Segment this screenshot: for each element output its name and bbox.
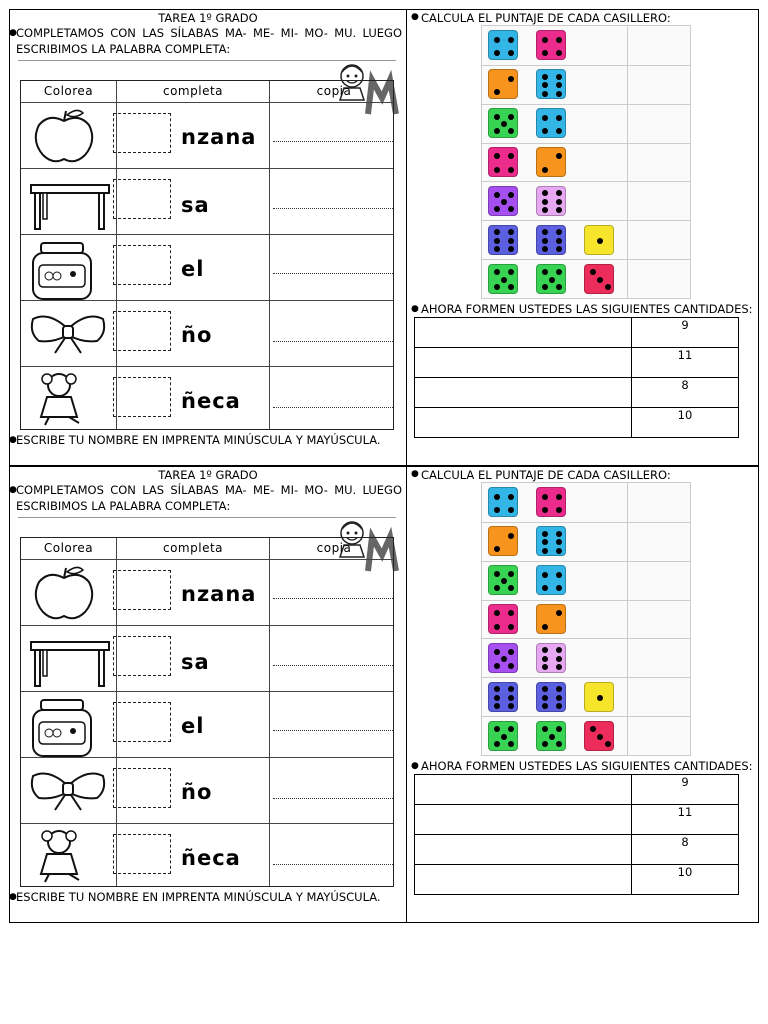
dice-instruction: CALCULA EL PUNTAJE DE CADA CASILLERO:	[421, 11, 671, 25]
die-pip	[542, 167, 548, 173]
die-pip	[501, 199, 507, 205]
syllable-table	[20, 537, 394, 887]
header-copia: copia	[316, 541, 352, 555]
die-pip	[508, 128, 514, 134]
grid-row-line	[482, 522, 690, 523]
target-quantity: 10	[632, 865, 739, 895]
table-row	[415, 865, 739, 895]
table-furniture-icon	[29, 638, 111, 688]
target-quantity: 9	[632, 775, 739, 805]
die-pip	[556, 703, 562, 709]
worksheet-1	[9, 9, 759, 466]
die-pip	[494, 703, 500, 709]
die-2-icon	[536, 604, 566, 634]
copy-line[interactable]	[273, 864, 393, 865]
bullet-icon: ●	[9, 485, 17, 495]
die-pip	[494, 37, 500, 43]
target-quantity: 9	[632, 318, 739, 348]
dice-grid	[481, 482, 691, 756]
die-pip	[556, 128, 562, 134]
die-pip	[542, 128, 548, 134]
syllable-table	[20, 80, 394, 430]
die-pip	[549, 734, 555, 740]
worksheet-title: TAREA 1º GRADO	[158, 11, 258, 25]
instruction-text: COMPLETAMOS CON LAS SÍLABAS MA- ME- MI- MO- MU. LUEGO ESCRIBIMOS LA PALABRA COMPLETA:	[16, 483, 402, 513]
die-pip	[597, 238, 603, 244]
partial-word: el	[181, 714, 205, 738]
die-5-icon	[488, 264, 518, 294]
die-pip	[542, 74, 548, 80]
die-pip	[556, 741, 562, 747]
die-pip	[542, 82, 548, 88]
die-pip	[542, 695, 548, 701]
die-pip	[508, 610, 514, 616]
right-panel	[407, 10, 759, 465]
partial-word: ñeca	[181, 846, 241, 870]
bullet-icon: ●	[411, 304, 419, 314]
die-pip	[590, 269, 596, 275]
die-pip	[542, 190, 548, 196]
die-2-icon	[488, 69, 518, 99]
die-pip	[508, 741, 514, 747]
die-pip	[508, 37, 514, 43]
die-pip	[508, 726, 514, 732]
die-4-icon	[536, 565, 566, 595]
die-pip	[494, 741, 500, 747]
die-pip	[556, 610, 562, 616]
quantities-instruction: AHORA FORMEN USTEDES LAS SIGUIENTES CANTIDADES:	[421, 759, 753, 773]
bullet-icon: ●	[9, 435, 17, 445]
die-pip	[508, 494, 514, 500]
header-colorea: Colorea	[43, 84, 94, 98]
copy-line[interactable]	[273, 407, 393, 408]
bullet-icon: ●	[9, 892, 17, 902]
die-pip	[542, 624, 548, 630]
die-pip	[508, 153, 514, 159]
copy-line[interactable]	[273, 598, 393, 599]
syllable-answer-box[interactable]	[113, 570, 171, 610]
answer-cell[interactable]	[415, 805, 632, 835]
die-pip	[508, 206, 514, 212]
die-pip	[501, 734, 507, 740]
table-row-line	[21, 691, 393, 692]
die-pip	[494, 114, 500, 120]
die-pip	[542, 494, 548, 500]
copy-line[interactable]	[273, 341, 393, 342]
grid-col-line	[627, 483, 628, 755]
answer-cell[interactable]	[415, 835, 632, 865]
die-pip	[556, 50, 562, 56]
table-row-line	[21, 366, 393, 367]
die-pip	[494, 229, 500, 235]
apple-icon	[29, 564, 99, 622]
syllable-answer-box[interactable]	[113, 377, 171, 417]
quantities-table	[414, 774, 739, 895]
syllable-answer-box[interactable]	[113, 834, 171, 874]
bullet-icon: ●	[411, 469, 419, 479]
die-pip	[494, 238, 500, 244]
die-pip	[556, 190, 562, 196]
die-6-icon	[536, 186, 566, 216]
table-row	[415, 775, 739, 805]
die-pip	[542, 246, 548, 252]
die-4-icon	[488, 604, 518, 634]
die-pip	[508, 695, 514, 701]
die-pip	[494, 246, 500, 252]
die-5-icon	[488, 565, 518, 595]
die-pip	[508, 585, 514, 591]
die-pip	[556, 572, 562, 578]
die-pip	[542, 238, 548, 244]
syllable-answer-box[interactable]	[113, 179, 171, 219]
answer-cell[interactable]	[415, 775, 632, 805]
die-pip	[549, 277, 555, 283]
die-pip	[542, 269, 548, 275]
die-pip	[542, 229, 548, 235]
die-pip	[508, 571, 514, 577]
table-row-line	[21, 559, 393, 560]
die-pip	[556, 695, 562, 701]
die-pip	[508, 663, 514, 669]
die-pip	[494, 571, 500, 577]
header-completa: completa	[162, 84, 224, 98]
die-pip	[556, 656, 562, 662]
left-panel	[10, 467, 406, 922]
die-pip	[494, 50, 500, 56]
die-pip	[494, 686, 500, 692]
quantities-table	[414, 317, 739, 438]
partial-word: sa	[181, 193, 210, 217]
syllable-answer-box[interactable]	[113, 702, 171, 742]
die-pip	[494, 153, 500, 159]
die-pip	[501, 656, 507, 662]
die-pip	[542, 207, 548, 213]
die-pip	[556, 207, 562, 213]
copy-line[interactable]	[273, 665, 393, 666]
copy-line[interactable]	[273, 273, 393, 274]
die-pip	[508, 507, 514, 513]
die-pip	[542, 548, 548, 554]
target-quantity: 11	[632, 805, 739, 835]
grid-row-line	[482, 600, 690, 601]
doll-icon	[29, 371, 99, 427]
die-pip	[494, 726, 500, 732]
die-5-icon	[488, 721, 518, 751]
die-5-icon	[536, 264, 566, 294]
die-pip	[556, 229, 562, 235]
die-pip	[494, 89, 500, 95]
die-pip	[494, 269, 500, 275]
die-pip	[494, 494, 500, 500]
die-pip	[556, 539, 562, 545]
table-row	[415, 378, 739, 408]
partial-word: sa	[181, 650, 210, 674]
die-pip	[494, 610, 500, 616]
partial-word: nzana	[181, 582, 257, 606]
die-pip	[597, 734, 603, 740]
die-5-icon	[488, 643, 518, 673]
die-pip	[508, 76, 514, 82]
die-pip	[556, 37, 562, 43]
syllable-answer-box[interactable]	[113, 768, 171, 808]
header-completa: completa	[162, 541, 224, 555]
die-pip	[508, 192, 514, 198]
answer-cell[interactable]	[415, 348, 632, 378]
partial-word: ño	[181, 780, 213, 804]
die-pip	[501, 578, 507, 584]
die-pip	[494, 206, 500, 212]
partial-word: nzana	[181, 125, 257, 149]
die-pip	[494, 649, 500, 655]
die-pip	[542, 741, 548, 747]
die-pip	[542, 647, 548, 653]
partial-word: ño	[181, 323, 213, 347]
honey-jar-icon	[29, 698, 95, 760]
die-pip	[556, 726, 562, 732]
die-pip	[508, 50, 514, 56]
die-pip	[508, 686, 514, 692]
die-4-icon	[488, 487, 518, 517]
die-pip	[556, 199, 562, 205]
bullet-icon: ●	[411, 12, 419, 22]
die-pip	[508, 167, 514, 173]
die-pip	[508, 238, 514, 244]
die-pip	[508, 533, 514, 539]
die-1-icon	[584, 682, 614, 712]
grid-row-line	[482, 259, 690, 260]
name-instruction: ESCRIBE TU NOMBRE EN IMPRENTA MINÚSCULA Y MAYÚSCULA.	[16, 433, 381, 447]
target-quantity: 8	[632, 378, 739, 408]
syllable-answer-box[interactable]	[113, 636, 171, 676]
grid-row-line	[482, 181, 690, 182]
die-pip	[542, 284, 548, 290]
die-pip	[542, 585, 548, 591]
grid-row-line	[482, 561, 690, 562]
die-pip	[556, 238, 562, 244]
die-5-icon	[488, 108, 518, 138]
worksheet-2	[9, 466, 759, 923]
copy-line[interactable]	[273, 208, 393, 209]
grid-row-line	[482, 143, 690, 144]
die-pip	[542, 507, 548, 513]
die-pip	[494, 663, 500, 669]
apple-icon	[29, 107, 99, 165]
table-row-line	[21, 823, 393, 824]
die-6-icon	[536, 225, 566, 255]
die-pip	[556, 686, 562, 692]
die-pip	[508, 114, 514, 120]
die-pip	[597, 277, 603, 283]
die-pip	[542, 656, 548, 662]
die-pip	[542, 115, 548, 121]
die-pip	[556, 91, 562, 97]
left-panel	[10, 10, 406, 465]
die-pip	[556, 284, 562, 290]
die-pip	[542, 664, 548, 670]
die-pip	[542, 686, 548, 692]
table-row-line	[21, 625, 393, 626]
table-row	[415, 408, 739, 438]
target-quantity: 11	[632, 348, 739, 378]
die-pip	[542, 531, 548, 537]
answer-cell[interactable]	[415, 378, 632, 408]
table-row-line	[21, 168, 393, 169]
copy-line[interactable]	[273, 730, 393, 731]
bullet-icon: ●	[9, 28, 17, 38]
die-pip	[508, 269, 514, 275]
die-pip	[494, 167, 500, 173]
die-1-icon	[584, 225, 614, 255]
die-6-icon	[536, 526, 566, 556]
die-4-icon	[536, 30, 566, 60]
die-pip	[501, 121, 507, 127]
partial-word: ñeca	[181, 389, 241, 413]
die-pip	[494, 695, 500, 701]
die-pip	[542, 199, 548, 205]
die-pip	[542, 37, 548, 43]
syllable-answer-box[interactable]	[113, 245, 171, 285]
header-colorea: Colorea	[43, 541, 94, 555]
die-pip	[556, 115, 562, 121]
die-pip	[508, 649, 514, 655]
table-col-line	[269, 81, 270, 429]
instruction-text: COMPLETAMOS CON LAS SÍLABAS MA- ME- MI- MO- MU. LUEGO ESCRIBIMOS LA PALABRA COMPLETA:	[16, 26, 402, 56]
die-pip	[556, 153, 562, 159]
doll-icon	[29, 828, 99, 884]
die-pip	[542, 539, 548, 545]
die-pip	[556, 585, 562, 591]
target-quantity: 10	[632, 408, 739, 438]
die-pip	[494, 192, 500, 198]
table-row	[415, 805, 739, 835]
copy-line[interactable]	[273, 798, 393, 799]
copy-line[interactable]	[273, 141, 393, 142]
die-2-icon	[488, 526, 518, 556]
die-6-icon	[536, 69, 566, 99]
die-pip	[556, 647, 562, 653]
die-pip	[556, 494, 562, 500]
die-pip	[494, 585, 500, 591]
worksheet-title: TAREA 1º GRADO	[158, 468, 258, 482]
partial-word: el	[181, 257, 205, 281]
die-pip	[508, 246, 514, 252]
die-4-icon	[536, 108, 566, 138]
die-pip	[494, 507, 500, 513]
table-row	[415, 348, 739, 378]
die-pip	[501, 277, 507, 283]
die-pip	[542, 703, 548, 709]
syllable-answer-box[interactable]	[113, 113, 171, 153]
die-pip	[542, 572, 548, 578]
bow-ribbon-icon	[29, 768, 107, 812]
die-pip	[597, 695, 603, 701]
die-pip	[556, 269, 562, 275]
header-copia: copia	[316, 84, 352, 98]
die-6-icon	[536, 682, 566, 712]
die-pip	[556, 74, 562, 80]
target-quantity: 8	[632, 835, 739, 865]
die-pip	[556, 82, 562, 88]
die-4-icon	[536, 487, 566, 517]
table-row-line	[21, 102, 393, 103]
die-pip	[556, 548, 562, 554]
die-pip	[508, 229, 514, 235]
right-panel	[407, 467, 759, 922]
table-furniture-icon	[29, 181, 111, 231]
die-5-icon	[536, 721, 566, 751]
die-4-icon	[488, 30, 518, 60]
die-6-icon	[536, 643, 566, 673]
grid-col-line	[627, 26, 628, 298]
honey-jar-icon	[29, 241, 95, 303]
die-pip	[556, 246, 562, 252]
die-pip	[542, 50, 548, 56]
die-pip	[605, 284, 611, 290]
die-pip	[494, 284, 500, 290]
die-pip	[494, 128, 500, 134]
die-5-icon	[488, 186, 518, 216]
die-pip	[556, 664, 562, 670]
table-col-line	[269, 538, 270, 886]
die-6-icon	[488, 682, 518, 712]
die-pip	[542, 726, 548, 732]
die-pip	[494, 624, 500, 630]
table-row	[415, 318, 739, 348]
die-3-icon	[584, 264, 614, 294]
die-6-icon	[488, 225, 518, 255]
syllable-answer-box[interactable]	[113, 311, 171, 351]
table-row-line	[21, 234, 393, 235]
name-instruction: ESCRIBE TU NOMBRE EN IMPRENTA MINÚSCULA Y MAYÚSCULA.	[16, 890, 381, 904]
die-pip	[556, 531, 562, 537]
answer-cell[interactable]	[415, 318, 632, 348]
bullet-icon: ●	[411, 761, 419, 771]
die-3-icon	[584, 721, 614, 751]
die-pip	[542, 91, 548, 97]
grid-row-line	[482, 104, 690, 105]
die-2-icon	[536, 147, 566, 177]
grid-row-line	[482, 638, 690, 639]
dice-grid	[481, 25, 691, 299]
table-row	[415, 835, 739, 865]
die-pip	[508, 703, 514, 709]
answer-cell[interactable]	[415, 408, 632, 438]
grid-row-line	[482, 220, 690, 221]
grid-row-line	[482, 716, 690, 717]
dice-instruction: CALCULA EL PUNTAJE DE CADA CASILLERO:	[421, 468, 671, 482]
answer-cell[interactable]	[415, 865, 632, 895]
die-pip	[494, 546, 500, 552]
grid-row-line	[482, 65, 690, 66]
die-pip	[605, 741, 611, 747]
die-4-icon	[488, 147, 518, 177]
die-pip	[508, 284, 514, 290]
die-pip	[508, 624, 514, 630]
die-pip	[556, 507, 562, 513]
quantities-instruction: AHORA FORMEN USTEDES LAS SIGUIENTES CANTIDADES:	[421, 302, 753, 316]
grid-row-line	[482, 677, 690, 678]
die-pip	[590, 726, 596, 732]
bow-ribbon-icon	[29, 311, 107, 355]
